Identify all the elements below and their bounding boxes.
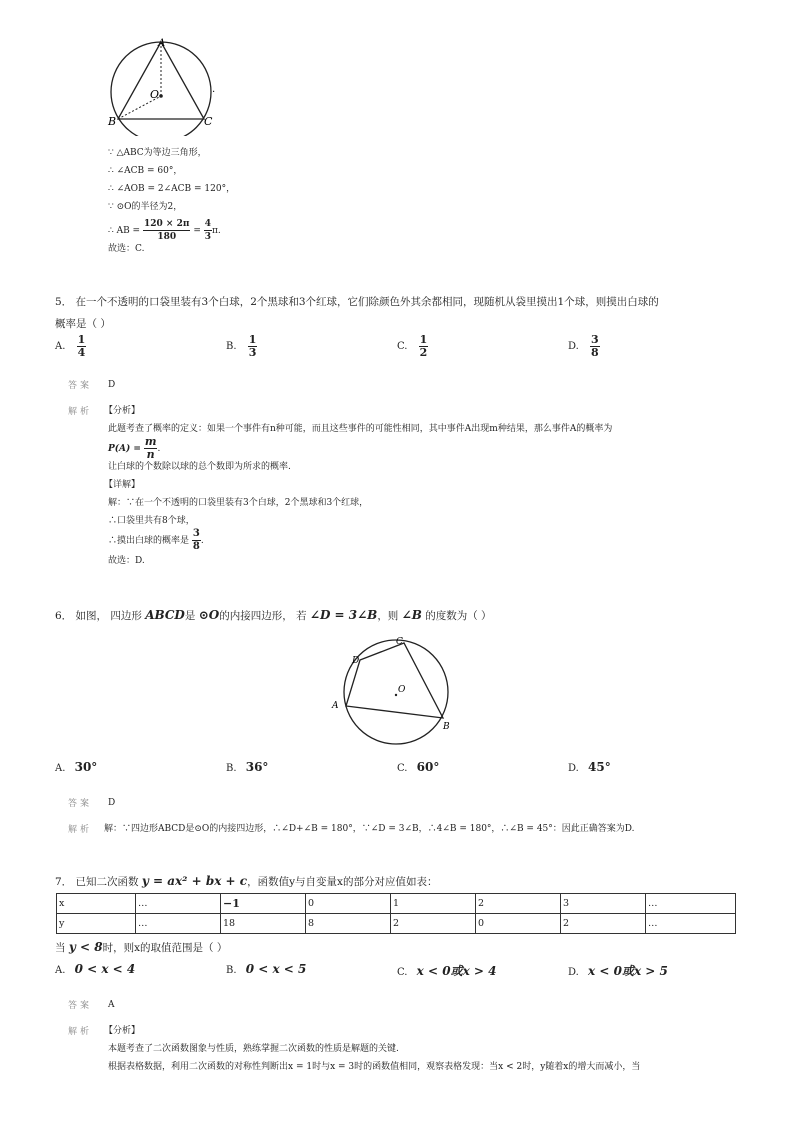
table-row — [57, 894, 736, 914]
table-cell: … — [136, 894, 221, 914]
q4-label-o: O — [150, 88, 160, 101]
q6-circle — [344, 640, 448, 744]
q5-option-c[interactable]: C. $\frac{1}{2}$ — [397, 333, 428, 359]
q5-analysis-label: 解析 — [68, 407, 93, 417]
q7-answer: A — [108, 1000, 115, 1010]
q5-detail-4: 故选：D. — [108, 556, 145, 566]
q6-center-dot — [395, 694, 397, 696]
q4-label-b: B — [108, 115, 117, 128]
q7-stem: 7． 已知二次函数 y = ax² + bx + c，函数值y与自变量x的部分对应值如表： — [55, 874, 438, 888]
q7-option-b[interactable]: B. 0 < x < 5 — [226, 962, 307, 976]
q5-option-b[interactable]: B. $\frac{1}{3}$ — [226, 333, 257, 359]
q6-option-d[interactable]: D. 45° — [568, 760, 611, 774]
q5-answer-label: 答案 — [68, 381, 93, 391]
q5-formula: P(A) = $\frac{m}{n}$ . — [108, 435, 161, 461]
q6-analysis: 解：∵四边形ABCD是⊙O的内接四边形，∴∠D+∠B = 180°，∵∠D = 3∠B，∴4∠B = 180°，∴∠B = 45°：因此正确答案为D. — [104, 824, 635, 834]
table-cell: … — [136, 914, 221, 934]
q7-analysis-line-2: 根据表格数据，利用二次函数的对称性判断出x = 1时与x = 3时的函数值相同，观察表格发现：当x < 2时，y随着x的增大而减小，当 — [108, 1062, 641, 1072]
q4-line-4: ∵ ⊙O的半径为2， — [108, 202, 183, 212]
table-cell: 0 — [306, 894, 391, 914]
q5-detail-1: 解：∵在一个不透明的口袋里装有3个白球，2个黑球和3个红球， — [108, 498, 369, 508]
q6-answer-label: 答案 — [68, 799, 93, 809]
table-cell: y — [57, 914, 136, 934]
q7-value-table — [56, 893, 736, 934]
table-cell: −1 — [221, 894, 306, 914]
q6-analysis-label: 解析 — [68, 825, 93, 835]
table-cell: … — [646, 894, 736, 914]
q5-detail-3: ∴摸出白球的概率是 $\frac{3}{8}$ . — [108, 528, 204, 552]
q5-analysis-line-2: 让白球的个数除以球的总个数即为所求的概率. — [108, 462, 291, 472]
q7-analysis-line-1: 本题考查了二次函数图象与性质，熟练掌握二次函数的性质是解题的关键. — [108, 1044, 399, 1054]
q4-line-2: ∴ ∠ACB = 60°， — [108, 166, 183, 176]
q7-answer-label: 答案 — [68, 1001, 93, 1011]
q7-fenxi: 【分析】 — [104, 1026, 141, 1036]
table-cell: … — [646, 914, 736, 934]
q6-stem: 6． 如图， 四边形 ABCD是 ⊙O的内接四边形， 若 ∠D = 3∠B，则 ∠B 的度数为（ ） — [55, 608, 492, 622]
q5-stem-line-1: 5． 在一个不透明的口袋里装有3个白球，2个黑球和3个红球，它们除颜色外其余都相同，现随机从袋里摸出1个球，则摸出白球的 — [55, 296, 659, 308]
q5-detail-2: ∴口袋里共有8个球， — [108, 516, 195, 526]
table-cell: 2 — [561, 914, 646, 934]
q6-answer: D — [108, 798, 116, 808]
q4-circle-figure — [100, 36, 225, 136]
q4-line-5: ∴ AB = $\frac{120 \times 2\pi}{180}$ = $\frac{4}{3}$ π. — [108, 219, 221, 242]
q7-analysis-label: 解析 — [68, 1027, 93, 1037]
q4-label-c: C — [204, 115, 213, 128]
q6-label-d: D — [352, 656, 360, 666]
q6-circle-figure — [328, 632, 458, 752]
q4-period: . — [212, 84, 216, 95]
table-cell: 8 — [306, 914, 391, 934]
table-cell: 1 — [391, 894, 476, 914]
q6-option-b[interactable]: B. 36° — [226, 760, 269, 774]
q7-option-d[interactable]: D. x < 0或x > 5 — [568, 964, 668, 978]
q4-label-a: A — [158, 38, 166, 49]
q6-label-a: A — [332, 701, 339, 711]
q5-fenxi: 【分析】 — [104, 406, 141, 416]
q5-xiangjie: 【详解】 — [104, 480, 141, 490]
q4-line-6: 故选：C. — [108, 244, 145, 254]
q6-label-o: O — [398, 685, 406, 695]
q5-stem-line-2: 概率是（ ） — [55, 318, 111, 330]
q5-answer: D — [108, 380, 116, 390]
q6-option-c[interactable]: C. 60° — [397, 760, 440, 774]
q7-option-c[interactable]: C. x < 0或x > 4 — [397, 964, 497, 978]
q5-analysis-line-1: 此题考查了概率的定义：如果一个事件有n种可能，而且这些事件的可能性相同，其中事件A出现m种结果，那么事件A的概率为 — [108, 424, 613, 434]
table-cell: 2 — [391, 914, 476, 934]
q7-condition: 当 y < 8时，则x的取值范围是（ ） — [55, 940, 228, 954]
table-cell: 18 — [221, 914, 306, 934]
table-cell: x — [57, 894, 136, 914]
q4-triangle — [118, 42, 204, 119]
q5-option-a[interactable]: A. $\frac{1}{4}$ — [55, 333, 86, 359]
q4-line-1: ∵ △ABC为等边三角形， — [108, 148, 207, 158]
table-cell: 2 — [476, 894, 561, 914]
q6-label-c: C — [396, 637, 403, 647]
q6-option-a[interactable]: A. 30° — [55, 760, 98, 774]
q5-option-d[interactable]: D. $\frac{3}{8}$ — [568, 333, 599, 359]
table-cell: 0 — [476, 914, 561, 934]
q4-line-3: ∴ ∠AOB = 2∠ACB = 120°， — [108, 184, 236, 194]
q7-option-a[interactable]: A. 0 < x < 4 — [55, 962, 136, 976]
table-cell: 3 — [561, 894, 646, 914]
q6-label-b: B — [443, 722, 450, 732]
table-row — [57, 914, 736, 934]
q4-circle — [111, 42, 211, 136]
q4-center-dot — [159, 94, 163, 98]
